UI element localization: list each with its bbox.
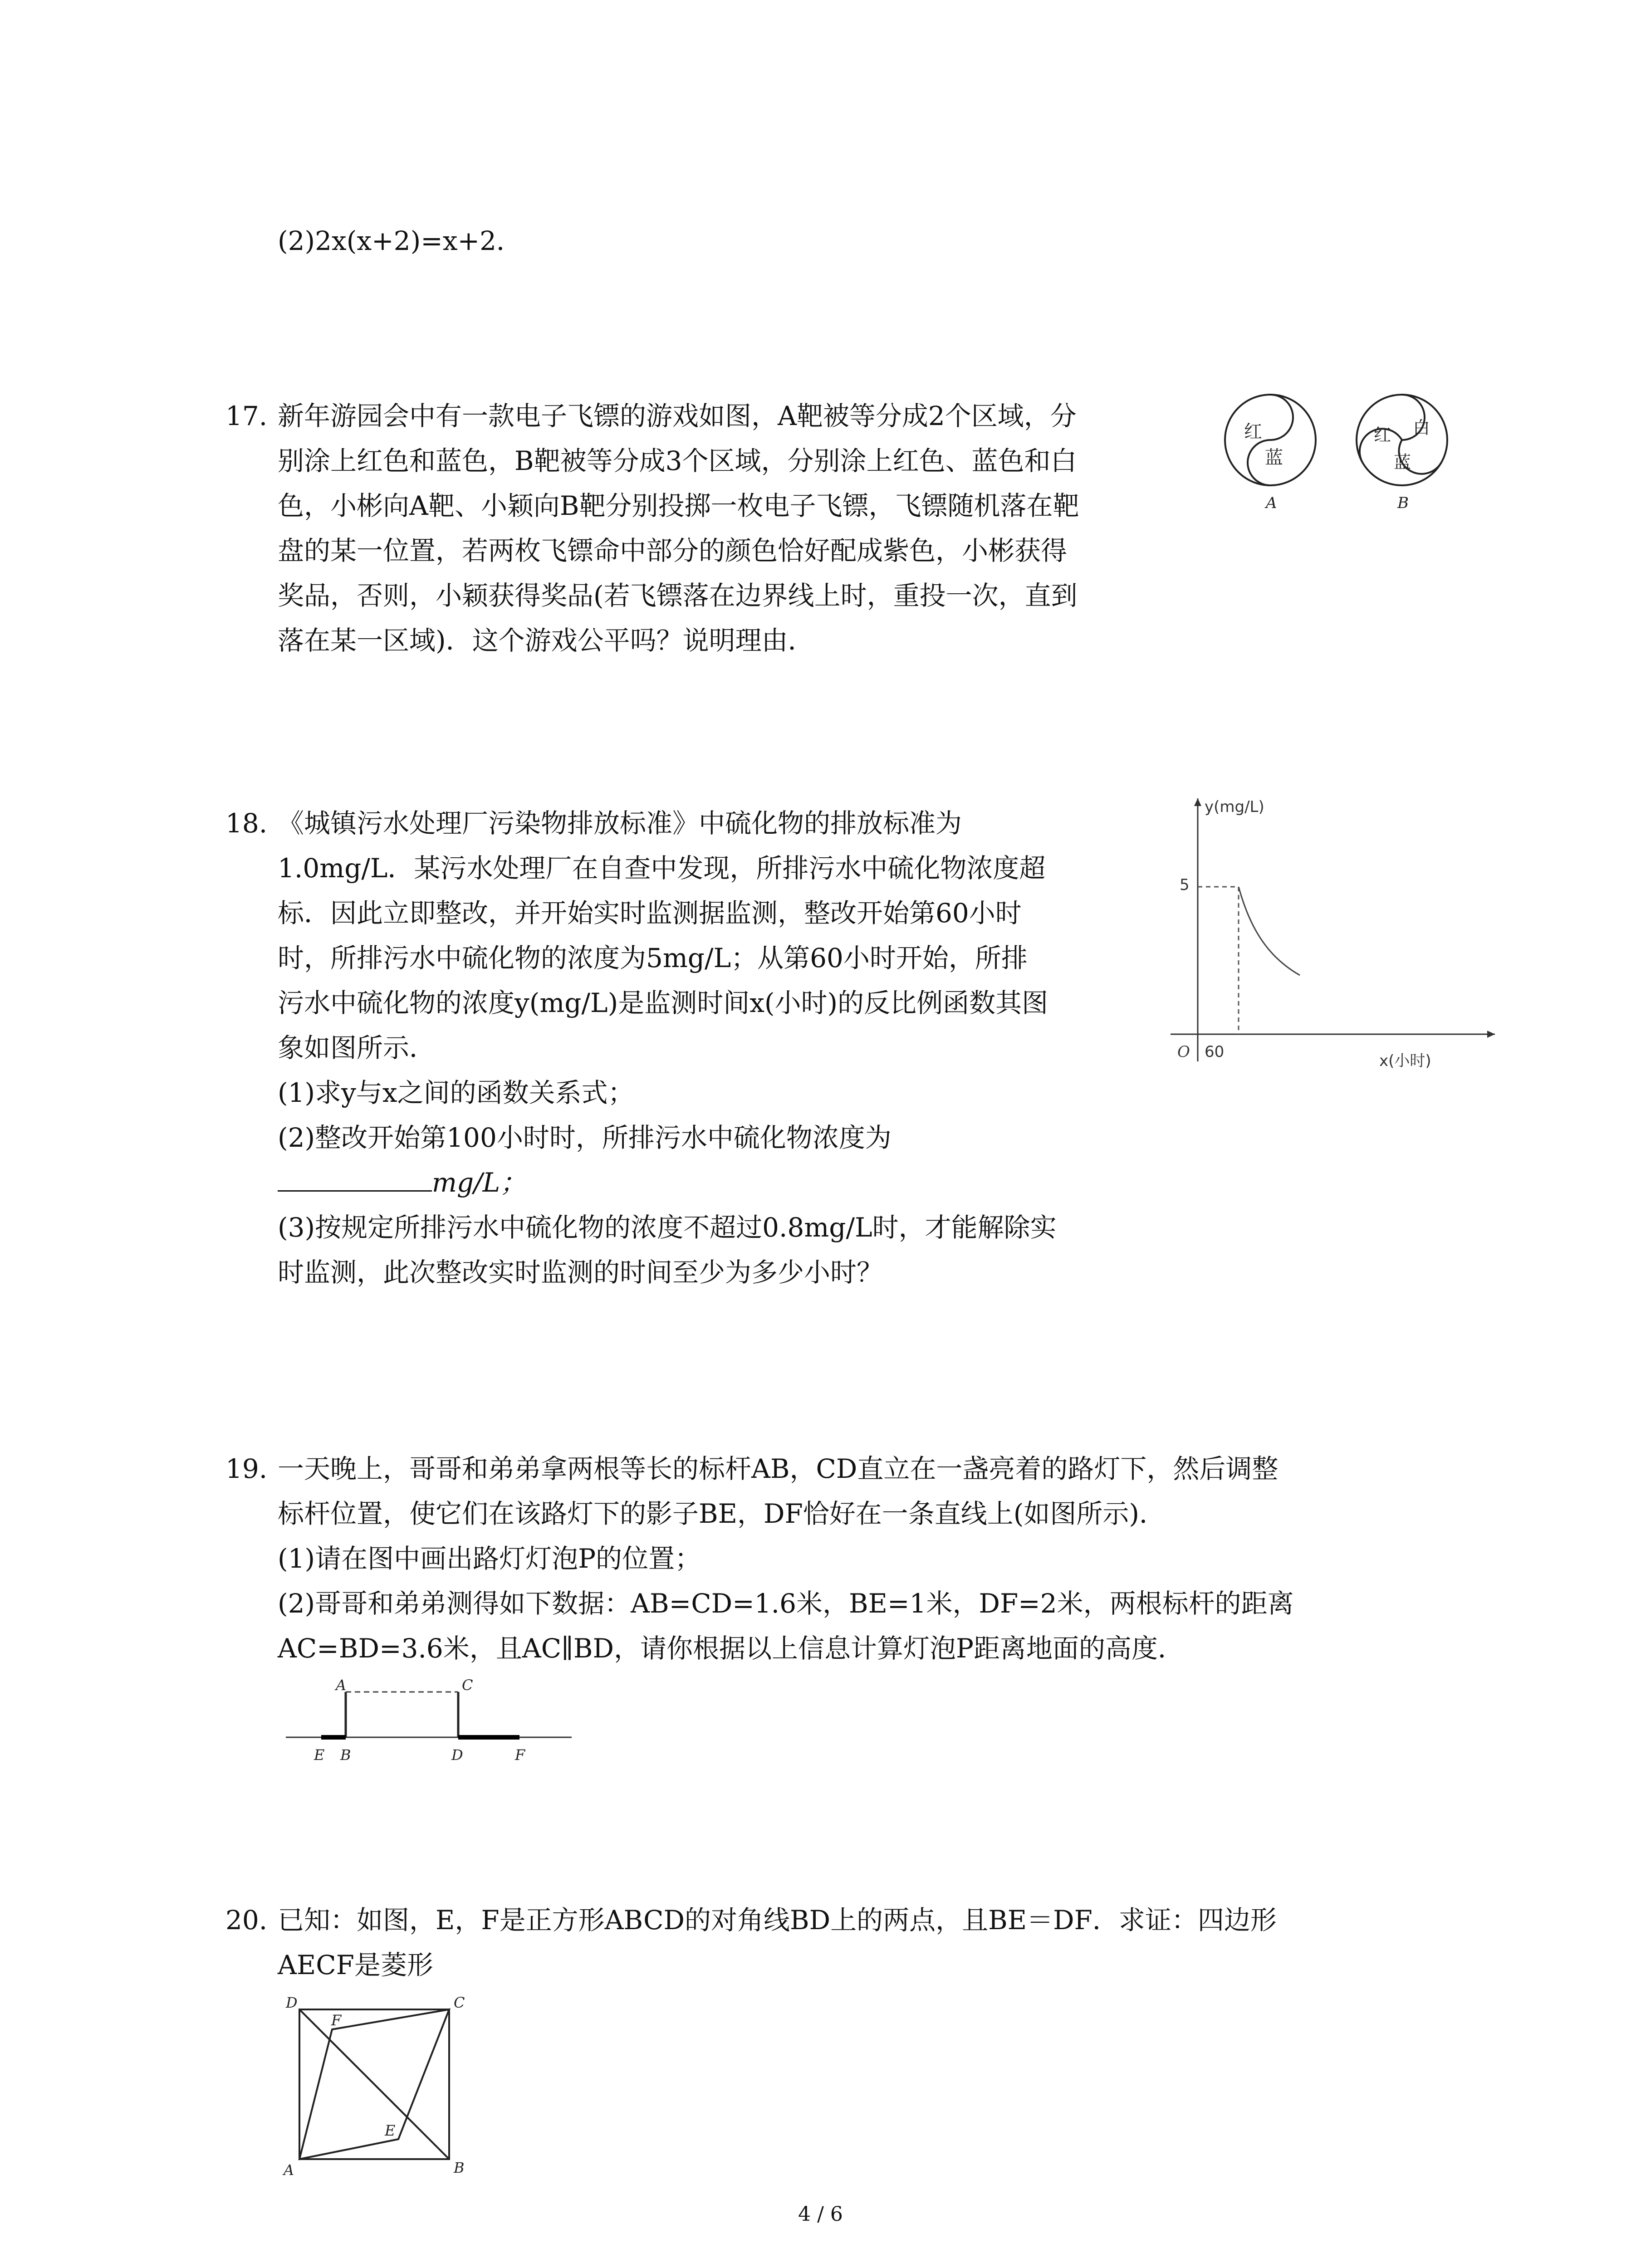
target-b-region-white: 白 <box>1413 418 1430 438</box>
q17-line: 色，小彬向A靶、小颖向B靶分别投掷一枚电子飞镖，飞镖随机落在靶 <box>278 490 1079 521</box>
inverse-proportion-curve <box>1239 887 1300 975</box>
q19-number: 19. <box>225 1453 268 1484</box>
q17-line: 奖品，否则，小颖获得奖品(若飞镖落在边界线上时，重投一次，直到 <box>278 580 1078 611</box>
q17-number: 17. <box>225 401 268 431</box>
target-b-region-blue: 蓝 <box>1394 452 1411 472</box>
q18-line: 时，所排污水中硫化物的浓度为5mg/L；从第60小时开始，所排 <box>278 943 1028 973</box>
q18-line: 1.0mg/L．某污水处理厂在自查中发现，所排污水中硫化物浓度超 <box>278 853 1046 884</box>
q18-answer-line <box>278 1167 526 1198</box>
q17-line: 落在某一区域)．这个游戏公平吗？说明理由． <box>278 625 814 656</box>
q19-line: 标杆位置，使它们在该路灯下的影子BE，DF恰好在一条直线上(如图所示)． <box>278 1498 1166 1529</box>
diagonal-bd <box>299 2009 449 2159</box>
q19-line: AC=BD=3.6米，且AC∥BD，请你根据以上信息计算灯泡P距离地面的高度． <box>278 1633 1185 1664</box>
q19-figure <box>272 1678 581 1769</box>
q19-line: (1)请在图中画出路灯灯泡P的位置； <box>278 1543 701 1574</box>
answer-blank[interactable] <box>278 1167 432 1192</box>
label-b: B <box>454 2159 465 2176</box>
q18-line: (2)整改开始第100小时时，所排污水中硫化物浓度为 <box>278 1122 892 1153</box>
label-f: F <box>515 1746 525 1764</box>
target-b-region-red: 红 <box>1374 425 1391 445</box>
label-f: F <box>331 2012 342 2029</box>
q16-part2: (2)2x(x+2)=x+2． <box>278 225 523 256</box>
y-axis-arrow <box>1194 798 1201 806</box>
q20-number: 20. <box>225 1905 268 1936</box>
label-c: C <box>462 1678 473 1694</box>
q18-number: 18. <box>225 808 268 839</box>
target-b-label: B <box>1397 494 1409 512</box>
label-d: D <box>451 1746 463 1764</box>
q20-square-figure <box>272 1991 508 2191</box>
y-tick-label: 5 <box>1180 876 1190 894</box>
y-axis-label: y(mg/L) <box>1205 798 1264 816</box>
q19-line: 一天晚上，哥哥和弟弟拿两根等长的标杆AB，CD直立在一盏亮着的路灯下，然后调整 <box>278 1453 1279 1484</box>
q17-dartboards-figure <box>1220 390 1461 522</box>
label-e: E <box>385 2122 396 2139</box>
label-a: A <box>336 1678 347 1694</box>
q18-line: (3)按规定所排污水中硫化物的浓度不超过0.8mg/L时，才能解除实 <box>278 1212 1057 1243</box>
q17-line: 别涂上红色和蓝色，B靶被等分成3个区域，分别涂上红色、蓝色和白 <box>278 445 1077 476</box>
q18-line: 标．因此立即整改，并开始实时监测据监测，整改开始第60小时 <box>278 898 1022 929</box>
q17-line: 新年游园会中有一款电子飞镖的游戏如图，A靶被等分成2个区域，分 <box>278 401 1077 431</box>
page-number: 4 / 6 <box>798 2203 843 2226</box>
x-axis-label: x(小时) <box>1379 1052 1431 1070</box>
label-d: D <box>286 1994 298 2011</box>
q17-line: 盘的某一位置，若两枚飞镖命中部分的颜色恰好配成紫色，小彬获得 <box>278 535 1068 566</box>
q18-line: (1)求y与x之间的函数关系式； <box>278 1077 634 1108</box>
x-tick-label: 60 <box>1205 1043 1225 1061</box>
label-b: B <box>340 1746 351 1764</box>
label-a: A <box>284 2161 294 2179</box>
target-a <box>1225 395 1316 512</box>
q18-line: 象如图所示． <box>278 1032 436 1063</box>
origin-label: O <box>1177 1043 1190 1061</box>
q18-line: 时监测，此次整改实时监测的时间至少为多少小时？ <box>278 1257 883 1288</box>
label-e: E <box>314 1746 325 1764</box>
target-a-label: A <box>1266 494 1277 512</box>
target-a-region-red: 红 <box>1244 421 1262 442</box>
q20-line: 已知：如图，E，F是正方形ABCD的对角线BD上的两点，且BE＝DF．求证：四边形 <box>278 1905 1277 1936</box>
q18-graph <box>1161 789 1502 1075</box>
q20-line: AECF是菱形 <box>278 1950 433 1980</box>
x-axis-arrow <box>1487 1031 1495 1038</box>
unit: mg/L； <box>432 1167 527 1198</box>
target-a-region-blue: 蓝 <box>1265 447 1283 468</box>
target-b <box>1357 395 1447 512</box>
label-c: C <box>454 1994 465 2011</box>
q18-line: 污水中硫化物的浓度y(mg/L)是监测时间x(小时)的反比例函数其图 <box>278 987 1048 1018</box>
q18-line: 《城镇污水处理厂污染物排放标准》中硫化物的排放标准为 <box>278 808 962 839</box>
q19-line: (2)哥哥和弟弟测得如下数据：AB=CD=1.6米，BE=1米，DF=2米，两根标杆的距离 <box>278 1588 1294 1619</box>
